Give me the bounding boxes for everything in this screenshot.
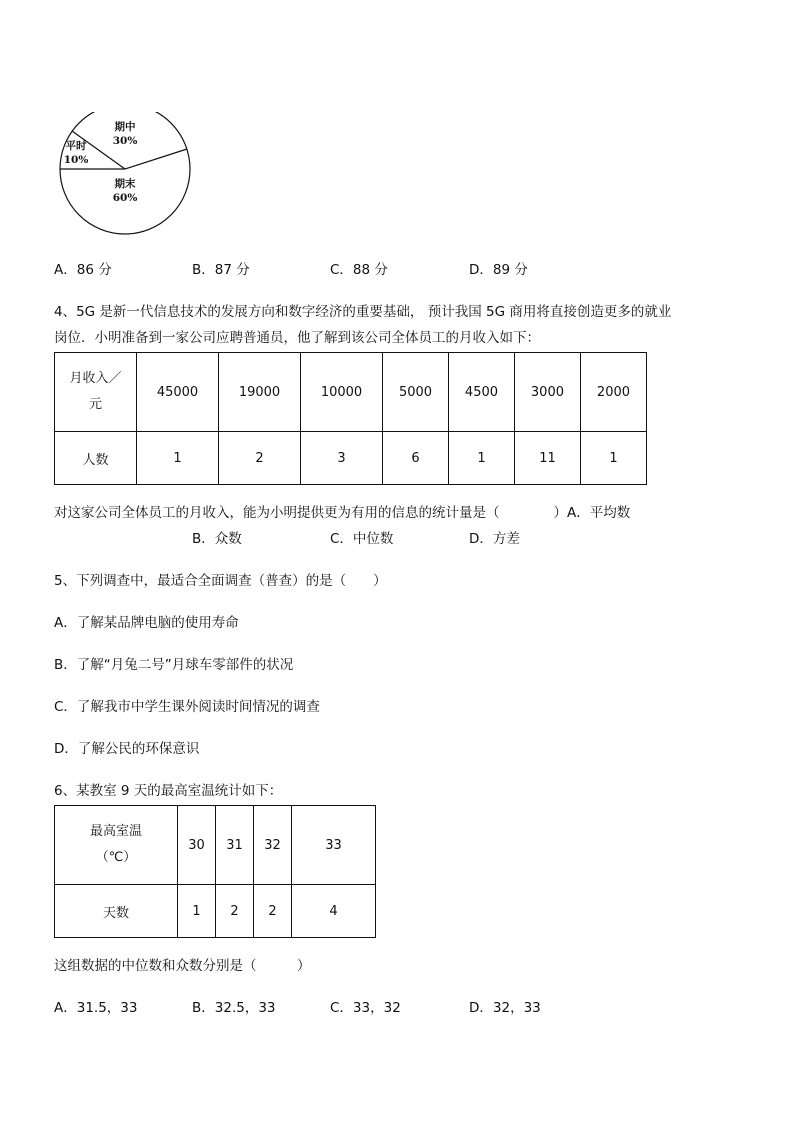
income-cell: 10000 <box>301 353 383 432</box>
income-row <box>55 353 647 432</box>
count-cell: 1 <box>448 432 514 485</box>
income-cell: 5000 <box>383 353 449 432</box>
count-row <box>55 432 647 485</box>
pie-label-final-name: 期末 <box>114 178 136 190</box>
temperature-row <box>55 806 376 885</box>
q4-stem-line2: 岗位．小明准备到一家公司应聘普通员，他了解到该公司全体员工的月收入如下： <box>54 330 540 346</box>
temperature-cell: 31 <box>216 806 254 885</box>
q6-option-d: D．32，33 <box>469 1000 541 1016</box>
q5-option-c: C．了解我市中学生课外阅读时间情况的调查 <box>54 699 320 715</box>
income-header-label: 月收入／ <box>69 371 122 386</box>
pie-divider-midterm-end <box>125 149 187 169</box>
count-cell: 1 <box>580 432 646 485</box>
q4-question: 对这家公司全体员工的月收入，能为小明提供更为有用的信息的统计量是（ ）A．平均数 <box>54 505 631 521</box>
income-cell: 2000 <box>580 353 646 432</box>
temperature-table <box>54 805 376 938</box>
q6-question: 这组数据的中位数和众数分别是（ ） <box>54 958 311 974</box>
temperature-header-unit: （℃） <box>95 850 137 865</box>
days-cell: 2 <box>216 885 254 938</box>
count-cell: 1 <box>137 432 219 485</box>
pie-label-midterm-name: 期中 <box>114 121 136 133</box>
q6-stem: 6、某教室 9 天的最高室温统计如下： <box>54 783 283 799</box>
score-pie-chart <box>55 112 195 257</box>
temperature-cell: 32 <box>254 806 292 885</box>
q5-stem: 5、下列调查中，最适合全面调查（普查）的是（ ） <box>54 573 387 589</box>
days-cell: 4 <box>292 885 376 938</box>
pie-label-final-percent: 60% <box>112 192 138 204</box>
q5-option-b: B．了解“月兔二号”月球车零部件的状况 <box>54 657 294 673</box>
pie-label-usual-percent: 10% <box>63 154 89 166</box>
pie-label-usual-name: 平时 <box>65 140 87 152</box>
count-header-cell: 人数 <box>55 432 137 485</box>
q6-option-b: B．32.5，33 <box>192 1000 276 1016</box>
temperature-cell: 33 <box>292 806 376 885</box>
days-header-cell: 天数 <box>55 885 178 938</box>
income-header-cell <box>55 353 137 432</box>
income-cell: 4500 <box>448 353 514 432</box>
income-cell: 19000 <box>219 353 301 432</box>
income-cell: 45000 <box>137 353 219 432</box>
q5-option-a: A．了解某品牌电脑的使用寿命 <box>54 615 239 631</box>
q3-option-c: C．88 分 <box>330 262 388 278</box>
income-table <box>54 352 647 485</box>
q4-option-b: B．众数 <box>192 531 242 547</box>
temperature-header-cell <box>55 806 178 885</box>
count-cell: 2 <box>219 432 301 485</box>
q4-stem-line1: 4、5G 是新一代信息技术的发展方向和数字经济的重要基础， 预计我国 5G 商用将直接创造更多的就业 <box>54 304 672 320</box>
temperature-header-label: 最高室温 <box>89 824 142 839</box>
q3-option-b: B．87 分 <box>192 262 250 278</box>
pie-label-midterm-percent: 30% <box>112 135 138 147</box>
days-row <box>55 885 376 938</box>
q4-option-c: C．中位数 <box>330 531 394 547</box>
days-cell: 2 <box>254 885 292 938</box>
temperature-cell: 30 <box>178 806 216 885</box>
q6-option-a: A．31.5，33 <box>54 1000 138 1016</box>
q6-option-c: C．33，32 <box>330 1000 401 1016</box>
q5-option-d: D．了解公民的环保意识 <box>54 741 200 757</box>
count-cell: 3 <box>301 432 383 485</box>
count-cell: 6 <box>383 432 449 485</box>
q3-option-d: D．89 分 <box>469 262 528 278</box>
q4-option-d: D．方差 <box>469 531 520 547</box>
income-cell: 3000 <box>514 353 580 432</box>
q3-option-a: A．86 分 <box>54 262 112 278</box>
count-cell: 11 <box>514 432 580 485</box>
income-header-unit: 元 <box>88 397 102 412</box>
days-cell: 1 <box>178 885 216 938</box>
